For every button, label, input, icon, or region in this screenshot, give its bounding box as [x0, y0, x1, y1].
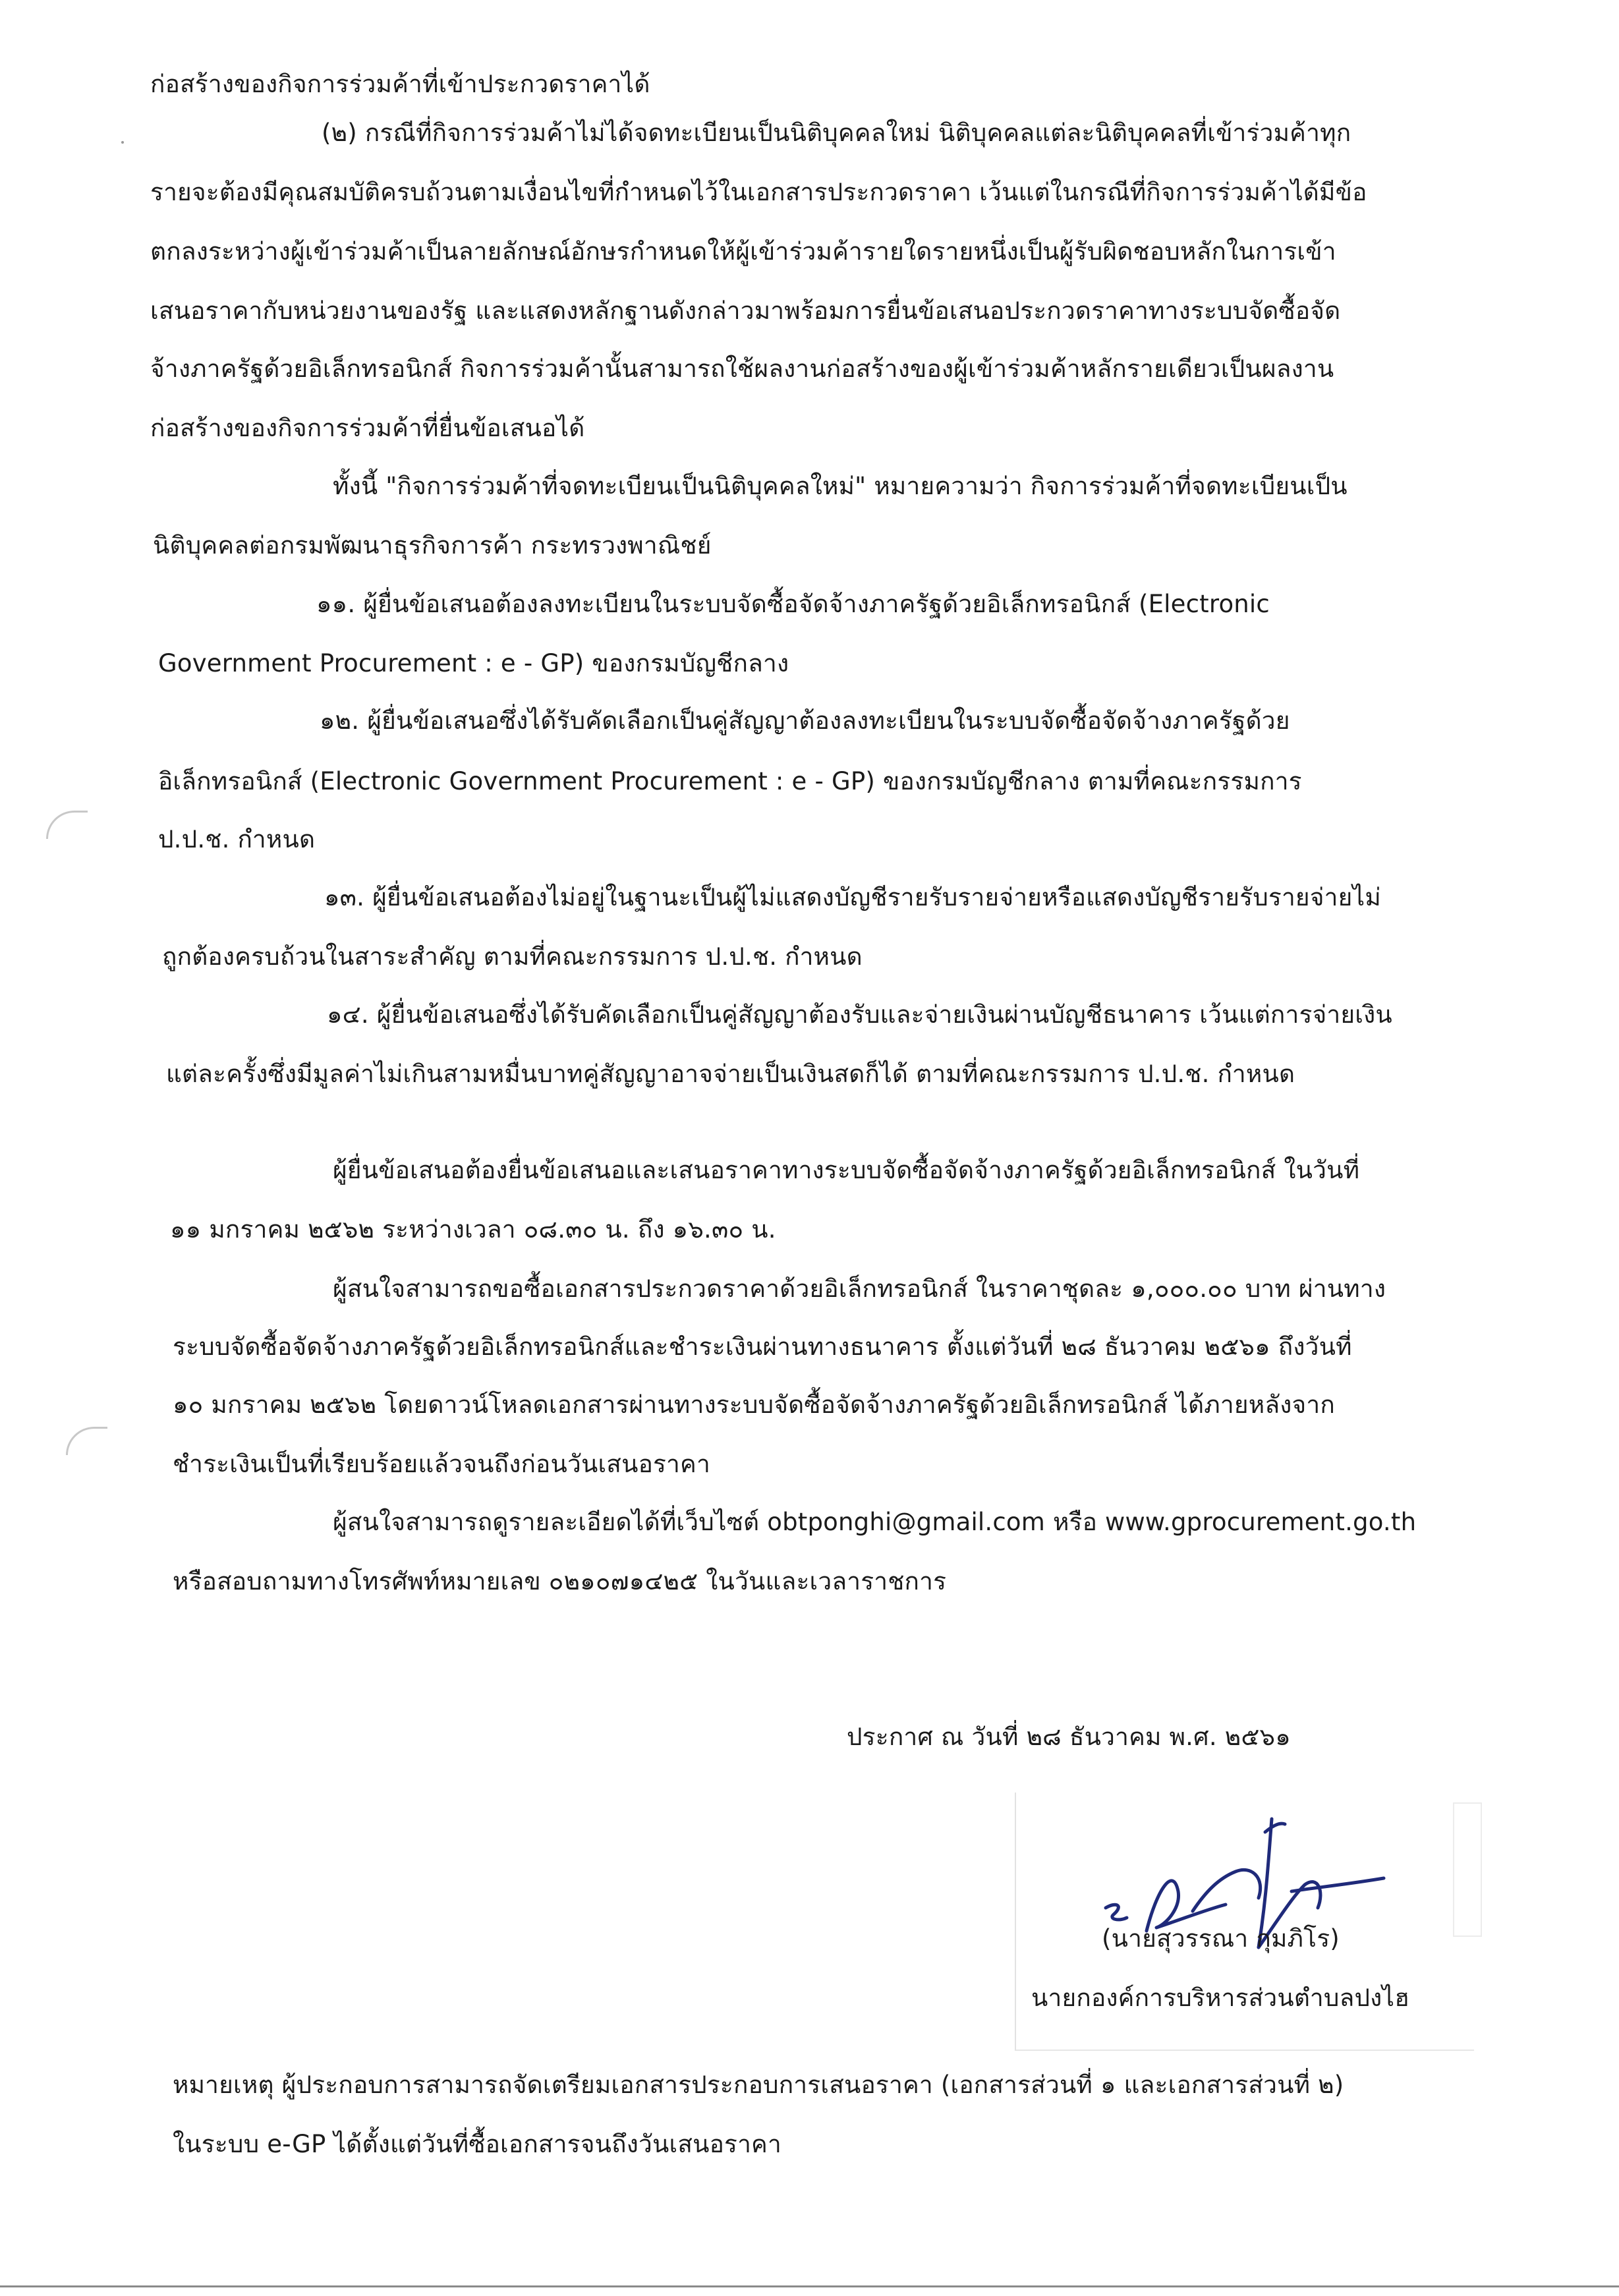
hole-punch-mark: [66, 1427, 107, 1455]
body-text-line: ผู้สนใจสามารถขอซื้อเอกสารประกวดราคาด้วยอิเล็กทรอนิกส์ ในราคาชุดละ ๑,๐๐๐.๐๐ บาท ผ่านทาง: [333, 1275, 1386, 1303]
body-text-line: (๒) กรณีที่กิจการร่วมค้าไม่ได้จดทะเบียนเป็นนิติบุคคลใหม่ นิติบุคคลแต่ละนิติบุคคลที่เข้าร่วมค้าทุก: [322, 119, 1351, 147]
body-text-line: ก่อสร้างของกิจการร่วมค้าที่เข้าประกวดราคาได้: [150, 70, 650, 98]
clause-13: ๑๓. ผู้ยื่นข้อเสนอต้องไม่อยู่ในฐานะเป็นผู้ไม่แสดงบัญชีรายรับรายจ่ายหรือแสดงบัญชีรายรับรายจ่ายไม่: [324, 883, 1381, 911]
body-text-line: แต่ละครั้งซึ่งมีมูลค่าไม่เกินสามหมื่นบาทคู่สัญญาอาจจ่ายเป็นเงินสดก็ได้ ตามที่คณะกรรมการ ป.ป.ช. กำหนด: [166, 1060, 1295, 1088]
body-text-line: ๑๑ มกราคม ๒๕๖๒ ระหว่างเวลา ๐๘.๓๐ น. ถึง ๑๖.๓๐ น.: [170, 1215, 776, 1244]
scan-speck: [121, 141, 124, 144]
clause-14: ๑๔. ผู้ยื่นข้อเสนอซึ่งได้รับคัดเลือกเป็นคู่สัญญาต้องรับและจ่ายเงินผ่านบัญชีธนาคาร เว้นแต่การจ่ายเงิน: [327, 1000, 1392, 1029]
body-text-line: Government Procurement : e - GP) ของกรมบัญชีกลาง: [158, 649, 789, 677]
body-text-line: ผู้ยื่นข้อเสนอต้องยื่นข้อเสนอและเสนอราคาทางระบบจัดซื้อจัดจ้างภาครัฐด้วยอิเล็กทรอนิกส์ ในวันที่: [333, 1156, 1360, 1184]
body-text-line: ผู้สนใจสามารถดูรายละเอียดได้ที่เว็บไซต์ obtponghi@gmail.com หรือ www.gprocurement.go.th: [333, 1508, 1417, 1536]
clause-11: ๑๑. ผู้ยื่นข้อเสนอต้องลงทะเบียนในระบบจัดซื้อจัดจ้างภาครัฐด้วยอิเล็กทรอนิกส์ (Electronic: [316, 590, 1270, 618]
body-text-line: รายจะต้องมีคุณสมบัติครบถ้วนตามเงื่อนไขที่กำหนดไว้ในเอกสารประกวดราคา เว้นแต่ในกรณีที่กิจการร่วมค้าได้มีข้อ: [150, 178, 1367, 206]
body-text-line: ทั้งนี้ "กิจการร่วมค้าที่จดทะเบียนเป็นนิติบุคคลใหม่" หมายความว่า กิจการร่วมค้าที่จดทะเบียนเป็น: [333, 472, 1348, 500]
signatory-title: นายกองค์การบริหารส่วนตำบลปงไฮ: [1031, 1984, 1410, 2012]
remark-line: ในระบบ e-GP ได้ตั้งแต่วันที่ซื้อเอกสารจนถึงวันเสนอราคา: [173, 2130, 781, 2158]
announcement-date: ประกาศ ณ วันที่ ๒๘ ธันวาคม พ.ศ. ๒๕๖๑: [847, 1723, 1291, 1751]
body-text-line: เสนอราคากับหน่วยงานของรัฐ และแสดงหลักฐานดังกล่าวมาพร้อมการยื่นข้อเสนอประกวดราคาทางระบบจัดซื้อจัด: [150, 297, 1341, 325]
scan-shadow: [1453, 1802, 1482, 1937]
remark-line: หมายเหตุ ผู้ประกอบการสามารถจัดเตรียมเอกสารประกอบการเสนอราคา (เอกสารส่วนที่ ๑ และเอกสารส่วนที่ ๒): [173, 2071, 1344, 2099]
body-text-line: ตกลงระหว่างผู้เข้าร่วมค้าเป็นลายลักษณ์อักษรกำหนดให้ผู้เข้าร่วมค้ารายใดรายหนึ่งเป็นผู้รับผิดชอบหลักในการเข้า: [150, 237, 1336, 266]
page-bottom-edge: [0, 2285, 1619, 2287]
clause-12: ๑๒. ผู้ยื่นข้อเสนอซึ่งได้รับคัดเลือกเป็นคู่สัญญาต้องลงทะเบียนในระบบจัดซื้อจัดจ้างภาครัฐด้วย: [320, 706, 1290, 735]
body-text-line: หรือสอบถามทางโทรศัพท์หมายเลข ๐๒๑๐๗๑๔๒๕ ในวันและเวลาราชการ: [173, 1567, 947, 1595]
body-text-line: อิเล็กทรอนิกส์ (Electronic Government Procurement : e - GP) ของกรมบัญชีกลาง ตามที่คณะกรรมการ: [158, 767, 1302, 795]
body-text-line: ป.ป.ช. กำหนด: [158, 825, 316, 853]
signatory-name: (นายสุวรรณา กุมภิโร): [1102, 1924, 1340, 1953]
body-text-line: ระบบจัดซื้อจัดจ้างภาครัฐด้วยอิเล็กทรอนิกส์และชำระเงินผ่านทางธนาคาร ตั้งแต่วันที่ ๒๘ ธันวาคม ๒๕๖๑ ถึงวันที่: [173, 1333, 1352, 1361]
body-text-line: นิติบุคคลต่อกรมพัฒนาธุรกิจการค้า กระทรวงพาณิชย์: [153, 531, 712, 560]
body-text-line: จ้างภาครัฐด้วยอิเล็กทรอนิกส์ กิจการร่วมค้านั้นสามารถใช้ผลงานก่อสร้างของผู้เข้าร่วมค้าหลักรายเดียวเป็นผลงาน: [150, 355, 1334, 383]
body-text-line: ถูกต้องครบถ้วนในสาระสำคัญ ตามที่คณะกรรมการ ป.ป.ช. กำหนด: [162, 942, 863, 971]
body-text-line: ชำระเงินเป็นที่เรียบร้อยแล้วจนถึงก่อนวันเสนอราคา: [173, 1450, 710, 1478]
body-text-line: ก่อสร้างของกิจการร่วมค้าที่ยื่นข้อเสนอได้: [150, 414, 585, 442]
body-text-line: ๑๐ มกราคม ๒๕๖๒ โดยดาวน์โหลดเอกสารผ่านทางระบบจัดซื้อจัดจ้างภาครัฐด้วยอิเล็กทรอนิกส์ ได้ภายหลังจาก: [173, 1391, 1335, 1419]
hole-punch-mark: [46, 811, 88, 839]
